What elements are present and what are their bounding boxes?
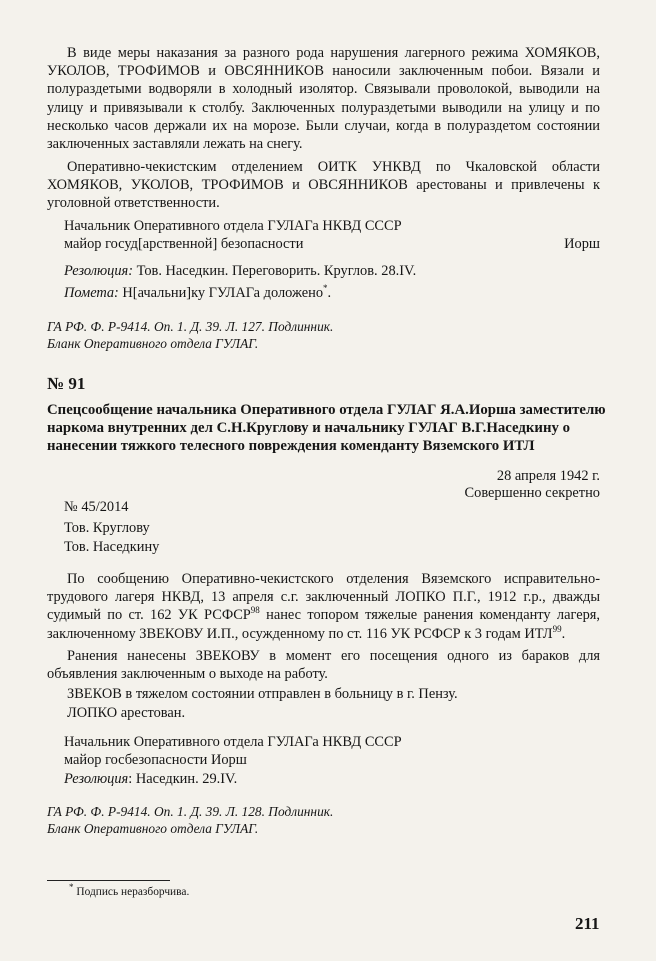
document-number: № 91 (47, 374, 86, 393)
signature-1-title: Начальник Оперативного отдела ГУЛАГа НКВД СССР (64, 218, 402, 234)
secrecy-stamp: Совершенно секретно (464, 485, 600, 501)
paragraph-hospital: ЗВЕКОВ в тяжелом состоянии отправлен в больницу в г. Пензу. (67, 686, 458, 702)
footnote: * Подпись неразборчива. (69, 882, 190, 898)
mark-footnote-ref: * (323, 283, 328, 294)
footnote-ref-99: 99 (552, 623, 562, 634)
signature-block-2 (64, 733, 600, 769)
resolution-1-label: Резолюция: (64, 263, 134, 279)
paragraph-incident: По сообщению Оперативно-чекистского отделения Вяземского исправительно-трудового лагеря НКВД, 13 апреля с.г. заключенный ЛОПКО П.Г., 1912 г.р., дважды судимый по ст. 162 УК РСФСР$^{98}$ нанес топором тяжелые ранения коменданту лагеря, заключенному ЗВЕКОВУ И.П., осужденному по ст. 116 УК РСФСР к 3 годам ИТЛ$^{99}$. (47, 571, 600, 642)
addressee-1: Тов. Круглову (64, 520, 150, 536)
paragraph-punishments: В виде меры наказания за разного рода нарушения лагерного режима ХОМЯКОВ, УКОЛОВ, ТРОФИМОВ и ОВСЯННИКОВ наносили заключенным побои. Вязали и полураздетыми водворяли в холодный изолятор. Связывали проволокой, выводили на улицу и привязывали к столбу. Заключенных полураздетыми выводили на улицу и по несколько часов держали их на морозе. Были случаи, когда в полураздетом состоянии заключенных заставляли лежать на снегу. (47, 45, 600, 153)
resolution-1 (64, 262, 416, 280)
mark-label: Пометa: (64, 285, 119, 301)
mark-text: Н[ачальни]ку ГУЛАГа доложено (118, 285, 324, 301)
document-date: 28 апреля 1942 г. (496, 468, 600, 484)
paragraph-arrest: Оперативно-чекистским отделением ОИТК УНКВД по Чкаловской области ХОМЯКОВ, УКОЛОВ, ТРОФИМОВ и ОВСЯННИКОВ арестованы и привлечены к уголовной ответственности. (47, 159, 600, 212)
resolution-2-label: Резолюция (64, 771, 129, 787)
footnote-ref-98: 98 (250, 605, 260, 616)
archive-source-2: ГА РФ. Ф. Р-9414. Оп. 1. Д. 39. Л. 128. Подлинник. Бланк Оперативного отдела ГУЛАГ. (47, 804, 334, 836)
archive-source-1: ГА РФ. Ф. Р-9414. Оп. 1. Д. 39. Л. 127. Подлинник. Бланк Оперативного отдела ГУЛАГ. (47, 319, 334, 351)
mark-note: Пометa: Н[ачальни]ку ГУЛАГа доложено*. (64, 283, 332, 301)
addressee-list (64, 519, 159, 556)
resolution-2-text: : Наседкин. 29.IV. (128, 771, 238, 787)
footnote-divider (47, 880, 170, 881)
document-heading: Спецсообщение начальника Оперативного отдела ГУЛАГ Я.А.Иорша заместителю наркома внутренних дел С.Н.Круглову и начальнику ГУЛАГ В.Г.Наседкину о нанесении тяжкого телесного повреждения коменданту Вяземского ИТЛ (47, 402, 606, 454)
signature-2-title: Начальник Оперативного отдела ГУЛАГа НКВД СССР (64, 734, 402, 750)
addressee-2: Тов. Наседкину (64, 538, 160, 555)
paragraph-injuries: Ранения нанесены ЗВЕКОВУ в момент его посещения одного из бараков для объявления заключенным о выходе на работу. (47, 648, 600, 683)
signature-2-rank: майор госбезопасности Иорш (64, 752, 247, 769)
resolution-1-text: Тов. Наседкин. Переговорить. Круглов. 28.IV. (133, 263, 417, 279)
signature-1-rank: майор госуд[арственной] безопасности (64, 236, 304, 253)
resolution-2 (64, 770, 237, 788)
paragraph-arrested: ЛОПКО арестован. (67, 705, 186, 721)
reference-number: № 45/2014 (64, 499, 129, 515)
signature-block-1 (64, 217, 600, 253)
signature-1-name: Иорш (564, 236, 600, 253)
page-number: 211 (575, 914, 600, 933)
